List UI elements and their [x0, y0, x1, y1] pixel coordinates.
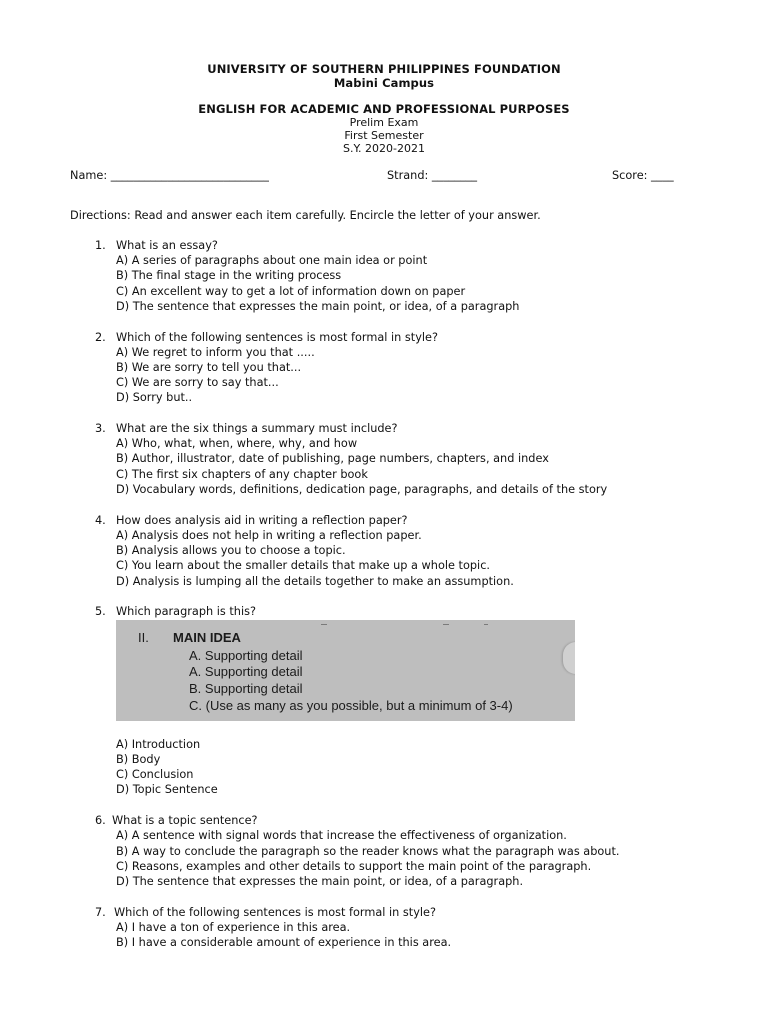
figure-scroll-handle-icon [563, 642, 575, 674]
answer-option[interactable]: C) You learn about the smaller details that make up a whole topic. [116, 559, 490, 572]
answer-option[interactable]: B) Body [116, 753, 161, 766]
answer-option[interactable]: B) The final stage in the writing process [116, 269, 342, 282]
answer-option[interactable]: C) Conclusion [116, 768, 194, 781]
answer-option[interactable]: B) A way to conclude the paragraph so the reader knows what the paragraph was about. [116, 845, 620, 858]
answer-option[interactable]: D) Analysis is lumping all the details together to make an assumption. [116, 575, 514, 588]
university-name: UNIVERSITY OF SOUTHERN PHILIPPINES FOUNDATION [207, 62, 561, 76]
answer-option[interactable]: A) We regret to inform you that ..... [116, 346, 315, 359]
answer-option[interactable]: A) A sentence with signal words that increase the effectiveness of organization. [116, 829, 567, 842]
question-text: Which of the following sentences is most formal in style? [116, 331, 438, 344]
answer-option[interactable]: D) Topic Sentence [116, 783, 218, 796]
answer-option[interactable]: D) The sentence that expresses the main point, or idea, of a paragraph [116, 300, 520, 313]
question-text: What are the six things a summary must include? [116, 422, 398, 435]
answer-option[interactable]: D) Sorry but.. [116, 391, 193, 404]
figure-detail: A. Supporting detail [189, 664, 303, 679]
name-field[interactable]: Name: ____________________________ [70, 169, 269, 182]
figure-detail: A. Supporting detail [189, 648, 303, 663]
answer-option[interactable]: C) The first six chapters of any chapter book [116, 468, 368, 481]
answer-option[interactable]: A) I have a ton of experience in this area. [116, 921, 351, 934]
question-number: 2. [95, 331, 106, 344]
question-text: Which of the following sentences is most formal in style? [114, 906, 436, 919]
question-number: 3. [95, 422, 106, 435]
semester: First Semester [344, 129, 424, 142]
question-text: How does analysis aid in writing a reflection paper? [116, 514, 408, 527]
figure-scan-mark [321, 624, 327, 625]
answer-option[interactable]: A) A series of paragraphs about one main idea or point [116, 254, 428, 267]
score-field[interactable]: Score: ____ [612, 169, 674, 182]
question-number: 1. [95, 239, 106, 252]
question-text: What is a topic sentence? [112, 814, 258, 827]
figure-detail: C. (Use as many as you possible, but a minimum of 3-4) [189, 698, 513, 713]
figure-roman-numeral: II. [138, 630, 149, 645]
figure-detail: B. Supporting detail [189, 681, 303, 696]
answer-option[interactable]: C) We are sorry to say that... [116, 376, 279, 389]
directions: Directions: Read and answer each item carefully. Encircle the letter of your answer. [70, 209, 541, 222]
answer-option[interactable]: A) Introduction [116, 738, 201, 751]
school-year: S.Y. 2020-2021 [343, 142, 425, 155]
answer-option[interactable]: B) Author, illustrator, date of publishing, page numbers, chapters, and index [116, 452, 549, 465]
answer-option[interactable]: A) Analysis does not help in writing a reflection paper. [116, 529, 422, 542]
answer-option[interactable]: D) Vocabulary words, definitions, dedication page, paragraphs, and details of the story [116, 483, 608, 496]
strand-field[interactable]: Strand: ________ [387, 169, 478, 182]
question-number: 4. [95, 514, 106, 527]
answer-option[interactable]: C) Reasons, examples and other details to support the main point of the paragraph. [116, 860, 592, 873]
question-number: 6. [95, 814, 106, 827]
question-number: 7. [95, 906, 106, 919]
outline-figure [116, 620, 575, 721]
figure-scan-mark [443, 624, 449, 625]
answer-option[interactable]: A) Who, what, when, where, why, and how [116, 437, 358, 450]
question-text: Which paragraph is this? [116, 605, 256, 618]
figure-main-idea: MAIN IDEA [173, 630, 241, 645]
answer-option[interactable]: D) The sentence that expresses the main point, or idea, of a paragraph. [116, 875, 524, 888]
answer-option[interactable]: B) I have a considerable amount of experience in this area. [116, 936, 452, 949]
answer-option[interactable]: B) Analysis allows you to choose a topic. [116, 544, 346, 557]
figure-scan-mark [484, 624, 488, 625]
answer-option[interactable]: B) We are sorry to tell you that... [116, 361, 302, 374]
question-text: What is an essay? [116, 239, 218, 252]
answer-option[interactable]: C) An excellent way to get a lot of information down on paper [116, 285, 466, 298]
exam-title: Prelim Exam [349, 116, 419, 129]
campus-name: Mabini Campus [333, 76, 435, 90]
question-number: 5. [95, 605, 106, 618]
course-title: ENGLISH FOR ACADEMIC AND PROFESSIONAL PURPOSES [198, 102, 570, 116]
